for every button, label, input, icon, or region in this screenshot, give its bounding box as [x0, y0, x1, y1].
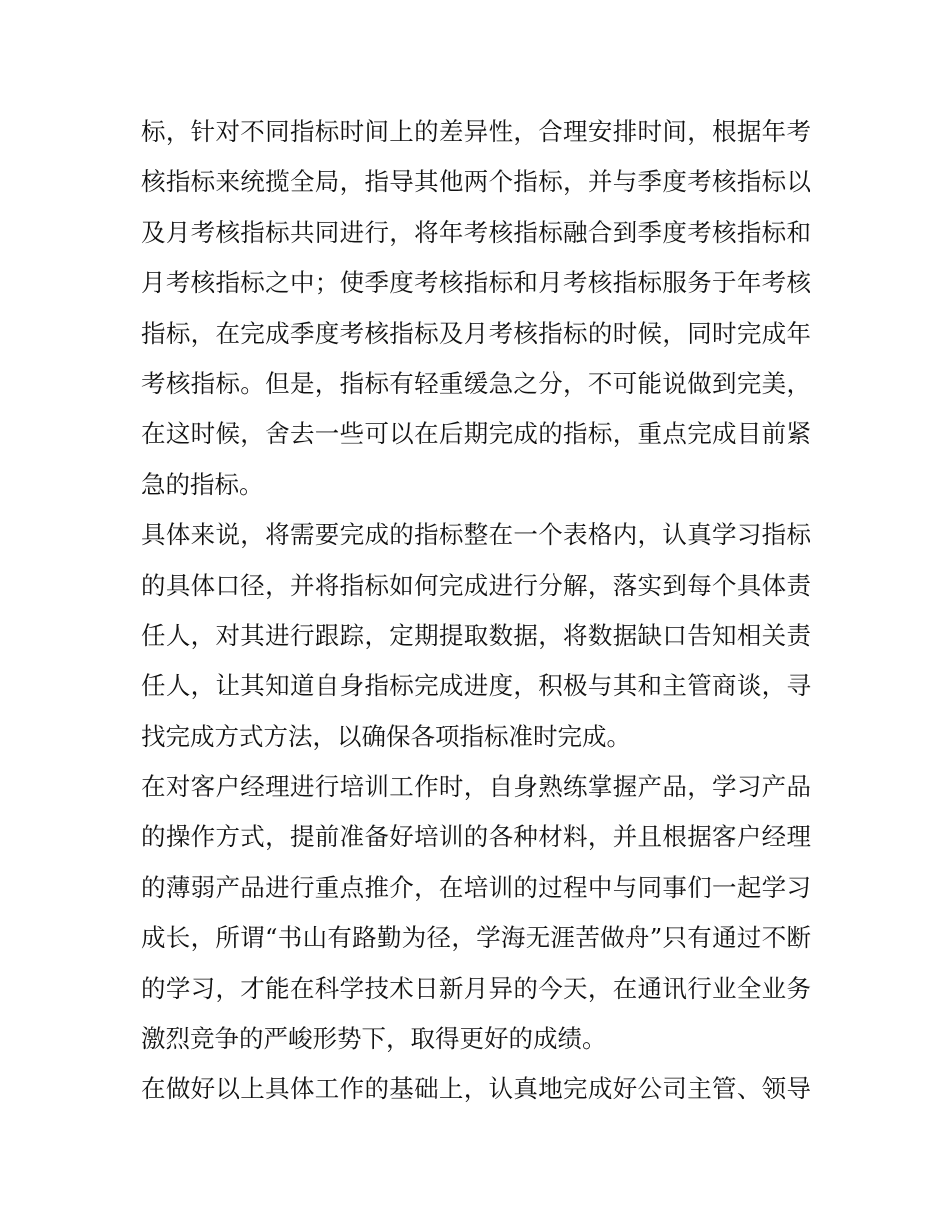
text-line: 的操作方式，提前准备好培训的各种材料，并且根据客户经理 — [141, 822, 811, 852]
text-line: 的具体口径，并将指标如何完成进行分解，落实到每个具体责 — [141, 570, 811, 600]
text-line: 指标，在完成季度考核指标及月考核指标的时候，同时完成年 — [141, 318, 811, 348]
text-line: 任人，对其进行跟踪，定期提取数据，将数据缺口告知相关责 — [141, 620, 811, 650]
text-line: 任人，让其知道自身指标完成进度，积极与其和主管商谈，寻 — [141, 671, 811, 701]
paragraph-3 — [141, 762, 811, 1064]
body-text — [141, 107, 811, 1115]
text-line: 的薄弱产品进行重点推介，在培训的过程中与同事们一起学习 — [141, 872, 811, 902]
text-line: 急的指标。 — [141, 469, 264, 499]
text-line: 在做好以上具体工作的基础上，认真地完成好公司主管、领导 — [141, 1074, 811, 1104]
text-line: 找完成方式方法，以确保各项指标准时完成。 — [141, 721, 631, 751]
text-line: 月考核指标之中；使季度考核指标和月考核指标服务于年考核 — [141, 268, 811, 298]
text-line: 具体来说，将需要完成的指标整在一个表格内，认真学习指标 — [141, 520, 811, 550]
text-line: 的学习，才能在科学技术日新月异的今天，在通讯行业全业务 — [141, 973, 811, 1003]
text-line: 在这时候，舍去一些可以在后期完成的指标，重点完成目前紧 — [141, 419, 811, 449]
text-line: 标，针对不同指标时间上的差异性，合理安排时间，根据年考 — [141, 117, 811, 146]
text-line: 激烈竞争的严峻形势下，取得更好的成绩。 — [141, 1024, 607, 1054]
text-line: 成长，所谓“书山有路勤为径，学海无涯苦做舟”只有通过不断 — [141, 923, 811, 953]
paragraph-4 — [141, 1064, 811, 1114]
text-line: 考核指标。但是，指标有轻重缓急之分，不可能说做到完美， — [141, 368, 811, 398]
text-line: 及月考核指标共同进行，将年考核指标融合到季度考核指标和 — [141, 217, 811, 247]
text-line: 在对客户经理进行培训工作时，自身熟练掌握产品，学习产品 — [141, 772, 811, 802]
paragraph-1 — [141, 107, 811, 510]
paragraph-2 — [141, 510, 811, 762]
text-line: 核指标来统揽全局，指导其他两个指标，并与季度考核指标以 — [141, 167, 811, 197]
